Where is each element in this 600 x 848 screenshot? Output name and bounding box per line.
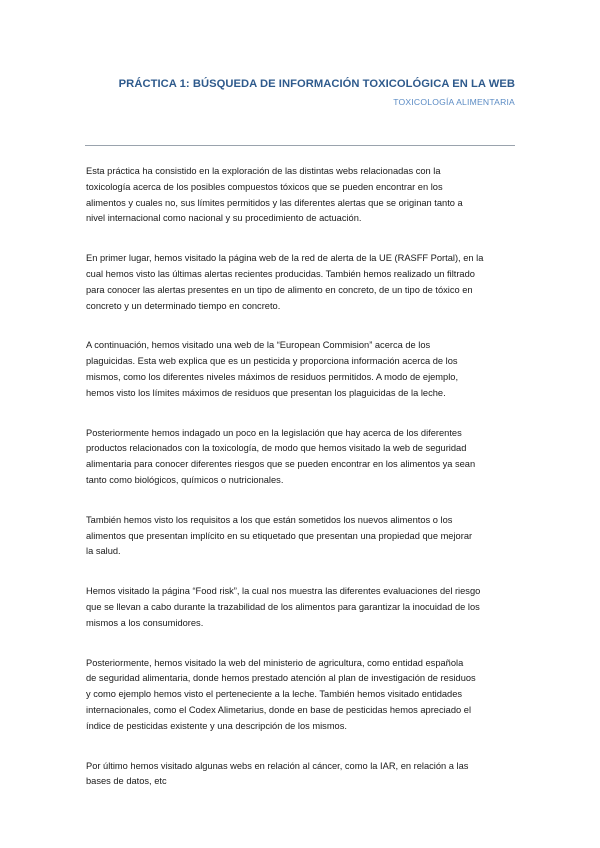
- body-paragraph: [86, 584, 518, 631]
- paragraph-line: la salud.: [86, 546, 121, 557]
- paragraph-line: nivel internacional como nacional y su procedimiento de actuación.: [86, 213, 362, 224]
- paragraph-line: internacionales, como el Codex Alimetarius, donde en base de pesticidas hemos apreciado el: [86, 704, 472, 715]
- body-paragraph: [86, 164, 518, 227]
- body-paragraph: [86, 426, 518, 489]
- header-divider: [85, 145, 515, 146]
- paragraph-line: alimentos y cuales no, sus límites permitidos y las diferentes alertas que se originan tanto a: [86, 197, 463, 208]
- paragraph-line: bases de datos, etc: [86, 776, 167, 787]
- paragraph-line: Por último hemos visitado algunas webs en relación al cáncer, como la IAR, en relación a las: [86, 760, 469, 771]
- paragraph-line: mismos a los consumidores.: [86, 617, 204, 628]
- page-title: PRÁCTICA 1: BÚSQUEDA DE INFORMACIÓN TOXICOLÓGICA EN LA WEB: [118, 78, 515, 90]
- paragraph-line: Esta práctica ha consistido en la exploración de las distintas webs relacionadas con la: [86, 166, 441, 176]
- paragraph-line: concreto y un determinado tiempo en concreto.: [86, 300, 281, 311]
- paragraph-line: También hemos visto los requisitos a los que están sometidos los nuevos alimentos o los: [86, 514, 453, 525]
- paragraph-line: Posteriormente, hemos visitado la web del ministerio de agricultura, como entidad española: [86, 657, 464, 668]
- paragraph-line: de seguridad alimentaria, donde hemos prestado atención al plan de investigación de residuos: [86, 673, 476, 684]
- paragraph-line: plaguicidas. Esta web explica que es un pesticida y proporciona información acerca de los: [86, 356, 458, 367]
- paragraph-line: En primer lugar, hemos visitado la página web de la red de alerta de la UE (RASFF Portal), en la: [86, 253, 484, 264]
- paragraph-line: que se llevan a cabo durante la trazabilidad de los alimentos para garantizar la inocuidad de los: [86, 601, 480, 612]
- paragraph-line: A continuación, hemos visitado una web de la “European Commision” acerca de los: [86, 340, 431, 351]
- paragraph-line: mismos, como los diferentes niveles máximos de residuos permitidos. A modo de ejemplo,: [86, 371, 459, 382]
- paragraph-line: cual hemos visto las últimas alertas recientes producidas. También hemos realizado un filtrado: [86, 268, 475, 279]
- paragraph-line: tanto como biológicos, químicos o nutricionales.: [86, 474, 284, 485]
- paragraph-line: alimentos que presentan implícito en su etiquetado que presentan una propiedad que mejorar: [86, 530, 473, 541]
- body-paragraph: [86, 338, 518, 401]
- page-subtitle: TOXICOLOGÍA ALIMENTARIA: [393, 97, 515, 107]
- paragraph-line: hemos visto los límites máximos de residuos que presentan los plaguicidas de la leche.: [86, 387, 446, 398]
- paragraph-line: para conocer las alertas presentes en un tipo de alimento en concreto, de un tipo de tóxico en: [86, 284, 473, 295]
- paragraph-line: índice de pesticidas existente y una descripción de los mismos.: [86, 720, 347, 731]
- paragraph-line: alimentaria para conocer diferentes riesgos que se pueden encontrar en los alimentos ya sean: [86, 459, 476, 470]
- body-paragraph: [86, 656, 518, 735]
- body-paragraph: [86, 251, 518, 314]
- body-paragraph: [86, 513, 518, 560]
- paragraph-line: productos relacionados con la toxicología, de modo que hemos visitado la web de seguridad: [86, 443, 467, 454]
- document-body: [86, 164, 518, 814]
- paragraph-line: toxicología acerca de los posibles compuestos tóxicos que se pueden encontrar en los: [86, 181, 443, 192]
- body-paragraph: [86, 759, 518, 791]
- paragraph-line: Hemos visitado la página “Food risk”, la cual nos muestra las diferentes evaluaciones del riesgo: [86, 586, 481, 597]
- paragraph-line: y como ejemplo hemos visto el perteneciente a la leche. También hemos visitado entidades: [86, 689, 463, 700]
- paragraph-line: Posteriormente hemos indagado un poco en la legislación que hay acerca de los diferentes: [86, 427, 462, 438]
